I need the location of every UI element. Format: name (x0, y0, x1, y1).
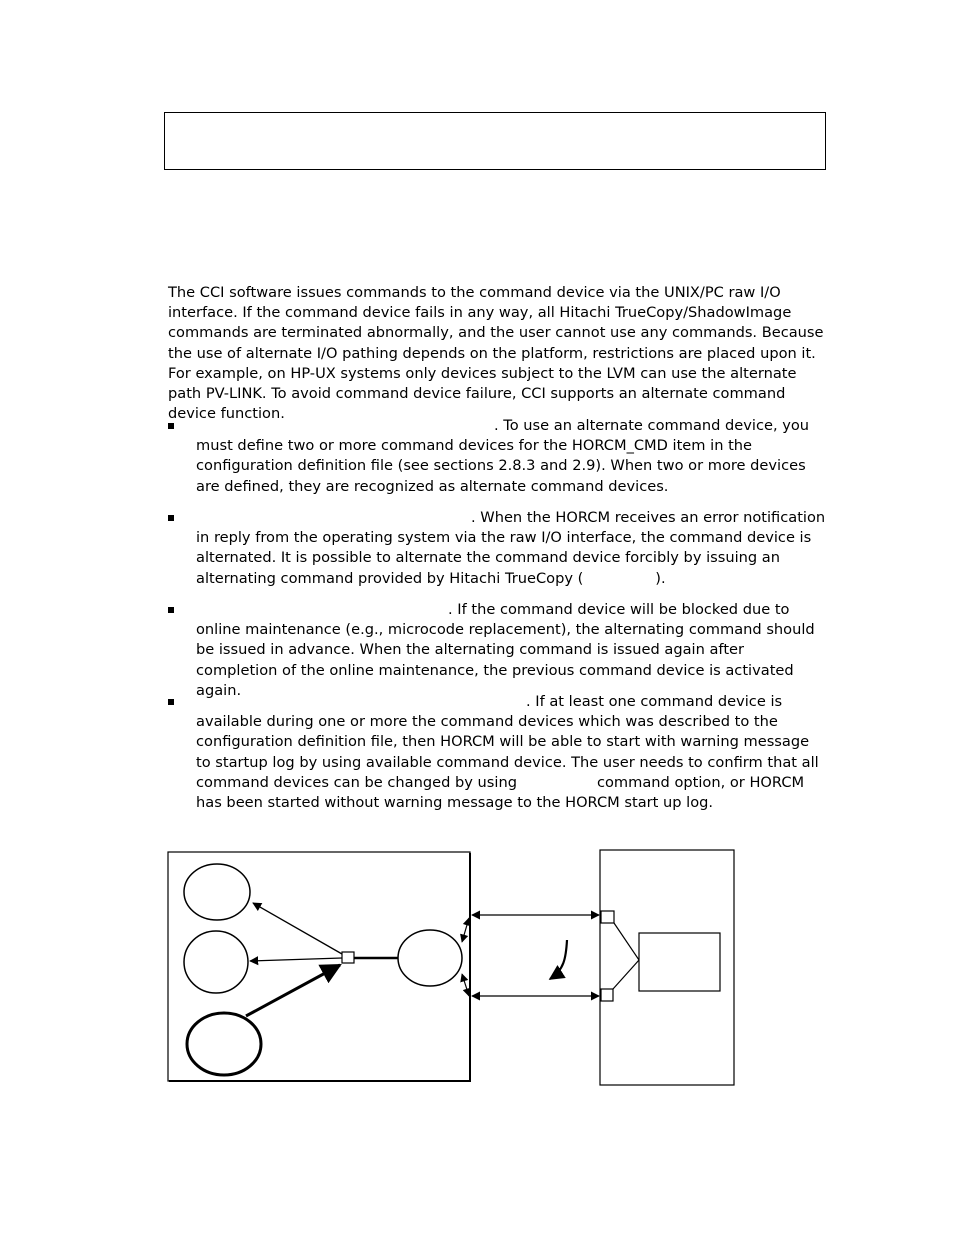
port-square-bottom (601, 989, 613, 1001)
port-square-top (601, 911, 614, 923)
driver-circle (398, 930, 462, 986)
bullet-text-2a: . When the HORCM receives an error notification in reply from the operating system via the raw I/O interface, the command device is alternated. It is possible to alternate the command device forcibly by issuing an alternating command provided by Hitachi TrueCopy ( (196, 509, 826, 587)
command-device-box (639, 933, 720, 991)
bullet-text-4a: . If at least one command device is available during one or more the command devices which was described to the configuration definition file, then HORCM will be able to start with warning message to startup log by using available command device. The user needs to confirm that all command devices can be changed by using (196, 693, 819, 791)
bullet-text-3: . If the command device will be blocked due to online maintenance (e.g., microcode replacement), the alternating command should be issued in advance. When the alternating command is issued again after completion of the online maintenance, the previous command device is activated again. (196, 601, 815, 699)
intro-paragraph: The CCI software issues commands to the command device via the UNIX/PC raw I/O interface. If the command device fails in any way, all Hitachi TrueCopy/ShadowImage commands are terminated abnormally, and the user cannot use any commands. Because the use of alternate I/O pathing depends on the platform, restrictions are placed upon it. For example, on HP-UX systems only devices subject to the LVM can use the alternate path PV-LINK. To avoid command device failure, CCI supports an alternate command device function. (168, 284, 824, 423)
storage-box (600, 850, 734, 1085)
process-circle-3 (187, 1013, 261, 1075)
bullet-text-2b: ). (655, 569, 666, 587)
process-circle-1 (184, 864, 250, 920)
bullet-text-1: . To use an alternate command device, you must define two or more command devices for the HORCM_CMD item in the configuration definition file (see sections 2.8.3 and 2.9). When two or more devices are defined, they are recognized as alternate command devices. (196, 417, 810, 495)
host-box (168, 852, 470, 1081)
process-circle-2 (184, 931, 248, 993)
bullet-text-4b: command option, or HORCM has been started without warning message to the HORCM start up log. (196, 773, 805, 812)
hub-square (342, 952, 354, 963)
